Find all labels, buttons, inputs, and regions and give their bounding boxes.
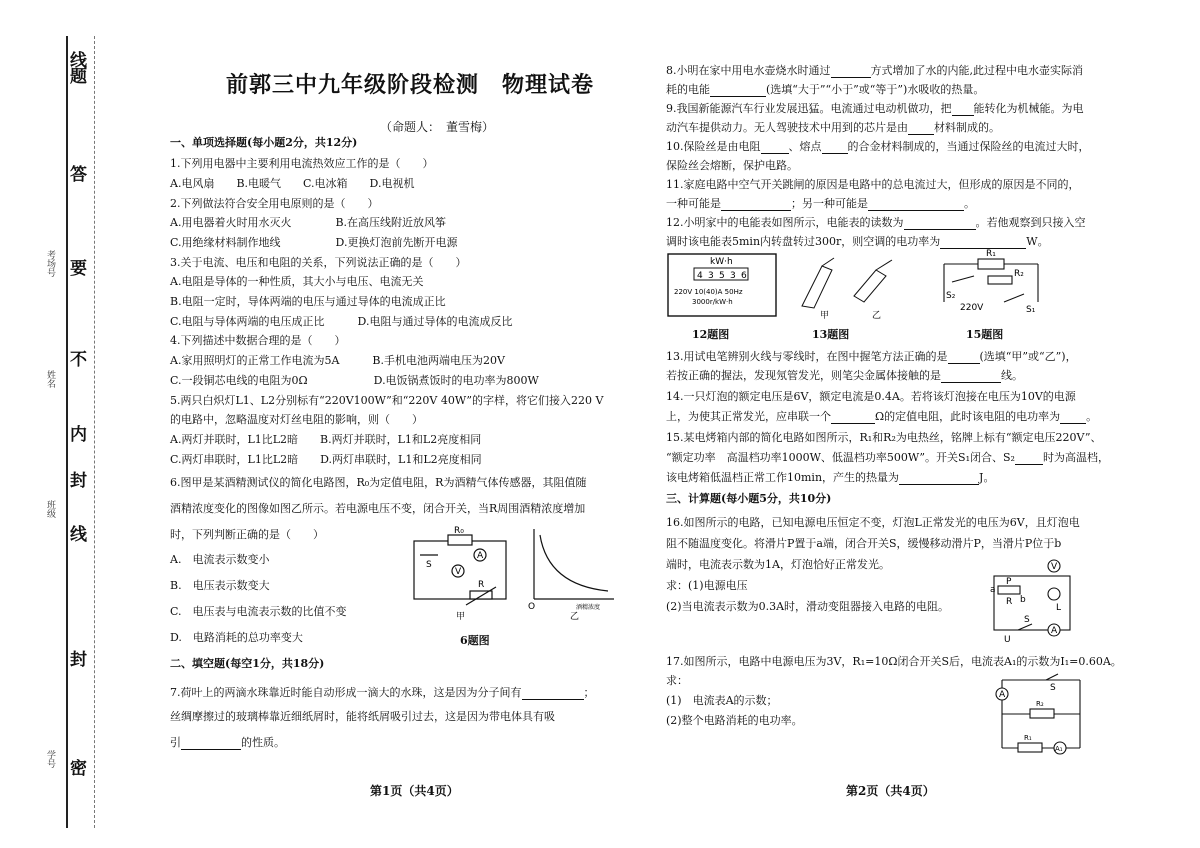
label-yi: 乙 [570,612,580,622]
question-7: 7.荷叶上的两滴水珠靠近时能自动形成一滴大的水珠，这是因为分子间有 ； [170,686,595,699]
question-13-text: 13.用试电笔辨别火线与零线时，在图中握笔方法正确的是 [666,350,948,363]
label-r: R [478,580,485,590]
label-220v: 220V [960,303,984,313]
figure-13-test-pens [792,256,902,320]
binding-char: 答 [70,165,87,185]
binding-label: 姓名 [45,370,55,388]
binding-char: 密 [70,759,87,779]
figure-16-circuit [984,560,1094,644]
page-footer: 第1页（共4页） [370,784,459,798]
binding-label: 考场号 [45,250,55,277]
question-8 [666,64,1083,78]
question-17-ask2: (2)整个电路消耗的电功率。 [666,714,803,727]
label-yi: 乙 [872,311,882,321]
answer-blank[interactable] [1015,453,1043,465]
question-17: 17.如图所示，电路中电源电压为3V，R₁=10Ω闭合开关S后，电流表A₁的示数为I₁=0.60A。 [666,655,1122,668]
label-b-end: b [1020,595,1026,605]
label-origin: O [528,602,536,612]
question-12-text: W。 [1026,235,1049,248]
meter-spec: 220V 10(40)A 50Hz [674,288,743,296]
hand-jia [802,266,832,308]
figure-6-caption: 6题图 [460,634,490,647]
page-footer: 第2页（共4页） [846,784,935,798]
label-v: V [455,567,462,577]
figure-6 [408,525,638,645]
label-s2: S₂ [946,291,956,301]
question-9-text: 动汽车提供动力。无人驾驶技术中用到的芯片是由 [666,121,908,134]
answer-blank[interactable] [522,688,584,700]
question-10 [666,140,1090,154]
label-a1: A₁ [1055,745,1063,753]
label-r1: R₁ [1024,734,1032,742]
question-11-text: ；另一种可能是 [791,197,868,210]
option-6a: A. 电流表示数变小 [170,553,270,566]
answer-blank[interactable] [181,738,241,750]
label-s: S [426,560,432,570]
binding-char: 不 [70,350,87,370]
question-12-text: 。若他观察到只接入空 [975,216,1086,229]
switch-s1 [1004,294,1024,302]
resistor-r2 [988,276,1012,284]
question-6-cont2: 时，下列判断正确的是（ ） [170,528,324,541]
rheostat [998,586,1020,594]
options-4ab: A.家用照明灯的正常工作电流为5A B.手机电池两端电压为20V [170,354,505,367]
options-2-cd: C.用绝缘材料制作地线 D.更换灯泡前先断开电源 [170,236,458,249]
binding-char: 题 [70,67,87,87]
question-12-text: 12.小明家中的电能表如图所示，电能表的读数为 [666,216,904,229]
label-p: P [1006,577,1012,587]
question-13 [666,350,1077,364]
options-2-ab: A.用电器着火时用水灭火 B.在高压线附近放风筝 [170,216,447,229]
question-1: 1.下列用电器中主要利用电流热效应工作的是（ ） [170,157,434,170]
question-15: 15.某电烤箱内部的简化电路如图所示，R₁和R₂为电热丝，铭牌上标有“额定电压220V”、 [666,431,1102,444]
question-15-text: 该电烤箱低温档正常工作10min，产生的热量为 [666,471,900,484]
binding-label: 学号 [45,750,55,768]
label-a: A [1051,626,1058,636]
options-5cd: C.两灯串联时，L1比L2暗 D.两灯串联时，L1和L2亮度相同 [170,453,482,466]
question-6-cont: 酒精浓度变化的图像如图乙所示。若电源电压不变，闭合开关，当R周围酒精浓度增加 [170,502,586,515]
label-u: U [1004,635,1011,645]
binding-margin [0,0,100,848]
label-r2: R₂ [1014,269,1024,279]
question-15-text: J。 [979,471,995,484]
binding-label: 班级 [45,500,55,518]
binding-char: 要 [70,259,87,279]
answer-blank[interactable] [710,85,766,97]
answer-blank[interactable] [721,199,791,211]
question-8-cont [666,83,984,97]
question-7-text: 7.荷叶上的两滴水珠靠近时能自动形成一滴大的水珠，这是因为分子间有 [170,686,522,699]
question-15-text: “额定功率 高温档功率1000W、低温档功率500W”。开关S₁闭合、S₂ [666,451,1015,464]
option-3a: A.电阻是导体的一种性质，其大小与电压、电流无关 [170,275,424,288]
figure-17-circuit [988,670,1098,756]
answer-blank[interactable] [1060,412,1086,424]
question-9-text: 9.我国新能源汽车行业发展迅猛。电流通过电动机做功，把 [666,102,952,115]
exam-author: （命题人： 董雪梅） [380,120,495,134]
answer-blank[interactable] [822,142,848,154]
question-14-text: 。 [1086,410,1098,423]
question-8-text: 方式增加了水的内能,此过程中电水壶实际消 [870,64,1083,77]
options-4cd: C.一段铜芯电线的电阻为0Ω D.电饭锅煮饭时的电功率为800W [170,374,539,387]
question-3: 3.关于电流、电压和电阻的关系，下列说法正确的是（ ） [170,256,467,269]
question-16-cont2: 端时，电流表示数为1A，灯泡恰好正常发光。 [666,558,890,571]
question-12-text: 调时该电能表5min内转盘转过300r，则空调的电功率为 [666,235,941,248]
answer-blank[interactable] [904,218,976,230]
switch-s2 [952,276,974,282]
binding-char: 内 [70,425,87,445]
question-14-text: 上，为使其正常发光，应串联一个 [666,410,831,423]
label-jia: 甲 [820,311,830,321]
question-6: 6.图甲是某酒精测试仪的简化电路图，R₀为定值电阻，R为酒精气体传感器，其阻值随 [170,476,587,489]
section-heading: 一、单项选择题(每小题2分，共12分) [170,136,358,149]
question-7-text: 的性质。 [241,736,285,749]
question-5: 5.两只白炽灯L1、L2分别标有“220V100W”和“220V 40W”的字样，将它们接入220 V [170,394,604,407]
label-a-end: a [990,585,996,595]
page-1 [170,0,640,848]
binding-dashed-line [94,36,95,828]
option-6b: B. 电压表示数变大 [170,579,270,592]
meter-digit: 5 [719,271,725,281]
hand-yi [854,270,886,302]
meter-digit: 3 [730,271,736,281]
question-15-text: 时为高温档， [1042,451,1109,464]
options-1: A.电风扇 B.电暖气 C.电冰箱 D.电视机 [170,177,415,190]
question-14-cont [666,410,1097,424]
option-6d: D. 电路消耗的总功率变大 [170,631,303,644]
question-10-text: 10.保险丝是由电阻 [666,140,761,153]
option-6c: C. 电压表与电流表示数的比值不变 [170,605,347,618]
question-9-text: 材料制成的。 [934,121,1000,134]
question-9-text: 能转化为机械能。为电 [973,102,1084,115]
question-9-cont [666,121,1000,135]
meter-spec: 3000r/kW·h [692,298,733,306]
question-7-cont2 [170,736,285,750]
question-13-text: 若按正确的握法，发现氖管发光，则笔尖金属体接触的是 [666,369,941,382]
question-7-cont: 丝绸摩擦过的玻璃棒靠近细纸屑时，能将纸屑吸引过去，这是因为带电体具有吸 [170,710,555,723]
page-2 [666,0,1140,848]
label-r1: R₁ [986,249,996,259]
resistor-r1 [1018,743,1042,752]
answer-blank[interactable] [831,412,875,424]
label-jia: 甲 [456,612,466,622]
question-16-cont: 阻不随温度变化。将滑片P置于a端，闭合开关S，缓慢移动滑片P，当滑片P位于b [666,537,1062,550]
figure-13-caption: 13题图 [812,328,850,341]
section-heading: 二、填空题(每空1分，共18分) [170,657,325,670]
lamp [1048,588,1060,600]
sensor-r [470,591,492,599]
question-8-text: 耗的电能 [666,83,710,96]
section-heading: 三、计算题(每小题5分，共10分) [666,492,832,505]
resistor-r1 [978,259,1004,269]
binding-char: 封 [70,471,87,491]
question-10-cont: 保险丝会熔断，保护电路。 [666,159,798,172]
question-2: 2.下列做法符合安全用电原则的是（ ） [170,197,379,210]
pen-jia [822,258,834,266]
label-s1: S₁ [1026,305,1036,315]
question-13-text: (选填“甲”或“乙”)， [979,350,1077,363]
question-16-ask1: 求：(1)电源电压 [666,579,748,592]
question-11-text: 一种可能是 [666,197,721,210]
label-a: A [999,690,1006,700]
binding-char: 线 [70,525,87,545]
options-3cd: C.电阻与导体两端的电压成正比 D.电阻与通过导体的电流成反比 [170,315,513,328]
answer-blank[interactable] [952,104,974,116]
label-l: L [1056,603,1062,613]
question-13-text: 线。 [1001,369,1023,382]
meter-unit: kW·h [710,257,733,267]
resistor-r0 [448,535,472,545]
question-7-text: 引 [170,736,181,749]
question-5-cont: 的电路中，忽略温度对灯丝电阻的影响，则（ ） [170,413,423,426]
binding-line [66,36,68,828]
question-16: 16.如图所示的电路，已知电源电压恒定不变，灯泡L正常发光的电压为6V，且灯泡电 [666,516,1080,529]
label-s: S [1050,683,1056,693]
question-14: 14.一只灯泡的额定电压是6V，额定电流是0.4A。若将该灯泡接在电压为10V的电源 [666,390,1076,403]
question-8-text: (选填“大于”“小于”或“等于”)水吸收的热量。 [766,83,985,96]
question-14-text: Ω的定值电阻，此时该电阻的电功率为 [875,410,1061,423]
answer-blank[interactable] [831,66,871,78]
figure-15-circuit [934,244,1054,320]
options-5ab: A.两灯并联时，L1比L2暗 B.两灯并联时，L1和L2亮度相同 [170,433,482,446]
question-11: 11.家庭电路中空气开关跳闸的原因是电路中的总电流过大，但形成的原因是不同的， [666,178,1080,191]
label-r2: R₂ [1036,700,1044,708]
switch [1046,674,1058,680]
meter-digit: 3 [708,271,714,281]
graph-curve [540,535,608,591]
question-13-cont [666,369,1023,383]
answer-blank[interactable] [908,123,934,135]
question-8-text: 8.小明在家中用电水壶烧水时通过 [666,64,831,77]
exam-title: 前郭三中九年级阶段检测 物理试卷 [225,72,594,98]
meter-digit: 6 [741,271,747,281]
figure-12-meter [666,252,786,322]
label-r0: R₀ [454,526,464,536]
label-v: V [1051,562,1058,572]
answer-blank[interactable] [868,199,964,211]
question-4: 4.下列描述中数据合理的是（ ） [170,334,346,347]
question-12 [666,216,1086,230]
resistor-r2 [1030,709,1054,718]
figure-12-caption: 12题图 [692,328,730,341]
question-15-cont [666,451,1109,465]
question-10-text: 的合金材料制成的，当通过保险丝的电流过大时， [847,140,1090,153]
binding-char: 线 [70,51,87,71]
question-11-cont [666,197,975,211]
question-10-text: 、熔点 [788,140,822,153]
meter-digit: 4 [697,271,703,281]
label-xaxis: 酒精浓度 [576,604,601,611]
question-17-ask: 求： [666,674,688,687]
answer-blank[interactable] [941,371,1001,383]
answer-blank[interactable] [948,352,980,364]
label-r: R [1006,597,1013,607]
label-s: S [1024,615,1030,625]
label-a: A [477,551,484,561]
option-3b: B.电阻一定时，导体两端的电压与通过导体的电流成正比 [170,295,446,308]
meter-digits [694,268,748,281]
question-9 [666,102,1084,116]
figure-15-caption: 15题图 [966,328,1004,341]
answer-blank[interactable] [761,142,789,154]
question-17-ask1: (1) 电流表A的示数； [666,694,778,707]
pen-yi [876,260,892,270]
question-16-ask2: (2)当电流表示数为0.3A时，滑动变阻器接入电路的电阻。 [666,600,950,613]
binding-char: 封 [70,650,87,670]
answer-blank[interactable] [899,473,979,485]
question-11-text: 。 [964,197,975,210]
question-15-cont2 [666,471,994,485]
